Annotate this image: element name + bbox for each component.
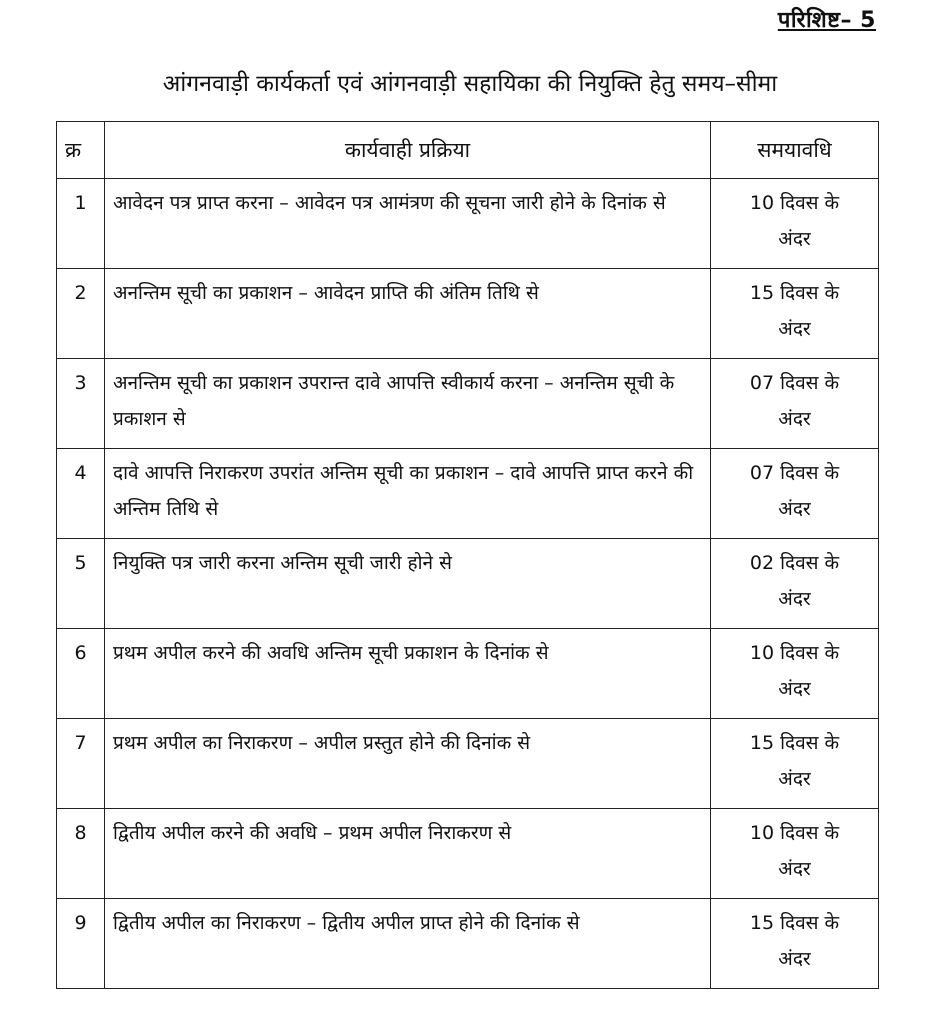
- table-row: [57, 539, 879, 629]
- row-within: अंदर: [778, 408, 811, 430]
- row-within: अंदर: [778, 318, 811, 340]
- row-time-limit: [711, 899, 879, 989]
- table-header-row: [57, 122, 879, 179]
- row-serial: 2: [57, 269, 105, 359]
- table-row: [57, 359, 879, 449]
- row-procedure: अनन्तिम सूची का प्रकाशन उपरान्त दावे आपत्ति स्वीकार्य करना – अनन्तिम सूची के प्रकाशन से: [105, 359, 711, 449]
- row-duration: 07 दिवस के: [749, 372, 840, 394]
- row-within: अंदर: [778, 948, 811, 970]
- row-serial: 7: [57, 719, 105, 809]
- row-serial: 5: [57, 539, 105, 629]
- row-time-limit: [711, 269, 879, 359]
- row-within: अंदर: [778, 768, 811, 790]
- table-row: [57, 629, 879, 719]
- header-serial: क्र: [57, 122, 105, 179]
- row-within: अंदर: [778, 498, 811, 520]
- row-procedure: अनन्तिम सूची का प्रकाशन – आवेदन प्राप्ति की अंतिम तिथि से: [105, 269, 711, 359]
- row-time-limit: [711, 449, 879, 539]
- row-time-limit: [711, 719, 879, 809]
- row-time-limit: [711, 629, 879, 719]
- row-procedure: नियुक्ति पत्र जारी करना अन्तिम सूची जारी होने से: [105, 539, 711, 629]
- row-serial: 4: [57, 449, 105, 539]
- appendix-label: परिशिष्ट– 5: [777, 8, 876, 33]
- row-duration: 10 दिवस के: [749, 642, 840, 664]
- row-duration: 15 दिवस के: [749, 912, 840, 934]
- row-time-limit: [711, 809, 879, 899]
- row-time-limit: [711, 359, 879, 449]
- table-row: [57, 269, 879, 359]
- row-duration: 15 दिवस के: [749, 282, 840, 304]
- row-within: अंदर: [778, 678, 811, 700]
- row-within: अंदर: [778, 858, 811, 880]
- row-time-limit: [711, 539, 879, 629]
- table-row: [57, 179, 879, 269]
- table-row: [57, 449, 879, 539]
- row-duration: 02 दिवस के: [749, 552, 840, 574]
- row-time-limit: [711, 179, 879, 269]
- row-serial: 6: [57, 629, 105, 719]
- row-procedure: द्वितीय अपील करने की अवधि – प्रथम अपील निराकरण से: [105, 809, 711, 899]
- page-title: आंगनवाड़ी कार्यकर्ता एवं आंगनवाड़ी सहायिका की नियुक्ति हेतु समय–सीमा: [162, 71, 778, 97]
- row-within: अंदर: [778, 228, 811, 250]
- row-duration: 07 दिवस के: [749, 462, 840, 484]
- table-row: [57, 899, 879, 989]
- header-time-limit: समयावधि: [711, 122, 879, 179]
- row-procedure: प्रथम अपील का निराकरण – अपील प्रस्तुत होने की दिनांक से: [105, 719, 711, 809]
- row-duration: 10 दिवस के: [749, 192, 840, 214]
- row-procedure: दावे आपत्ति निराकरण उपरांत अन्तिम सूची का प्रकाशन – दावे आपत्ति प्राप्त करने की अन्तिम तिथि से: [105, 449, 711, 539]
- row-procedure: द्वितीय अपील का निराकरण – द्वितीय अपील प्राप्त होने की दिनांक से: [105, 899, 711, 989]
- row-serial: 9: [57, 899, 105, 989]
- table-row: [57, 809, 879, 899]
- table-row: [57, 719, 879, 809]
- row-serial: 3: [57, 359, 105, 449]
- row-within: अंदर: [778, 588, 811, 610]
- timeline-table: [56, 121, 879, 989]
- row-procedure: प्रथम अपील करने की अवधि अन्तिम सूची प्रकाशन के दिनांक से: [105, 629, 711, 719]
- row-serial: 8: [57, 809, 105, 899]
- row-serial: 1: [57, 179, 105, 269]
- header-procedure: कार्यवाही प्रक्रिया: [105, 122, 711, 179]
- row-duration: 10 दिवस के: [749, 822, 840, 844]
- row-procedure: आवेदन पत्र प्राप्त करना – आवेदन पत्र आमंत्रण की सूचना जारी होने के दिनांक से: [105, 179, 711, 269]
- row-duration: 15 दिवस के: [749, 732, 840, 754]
